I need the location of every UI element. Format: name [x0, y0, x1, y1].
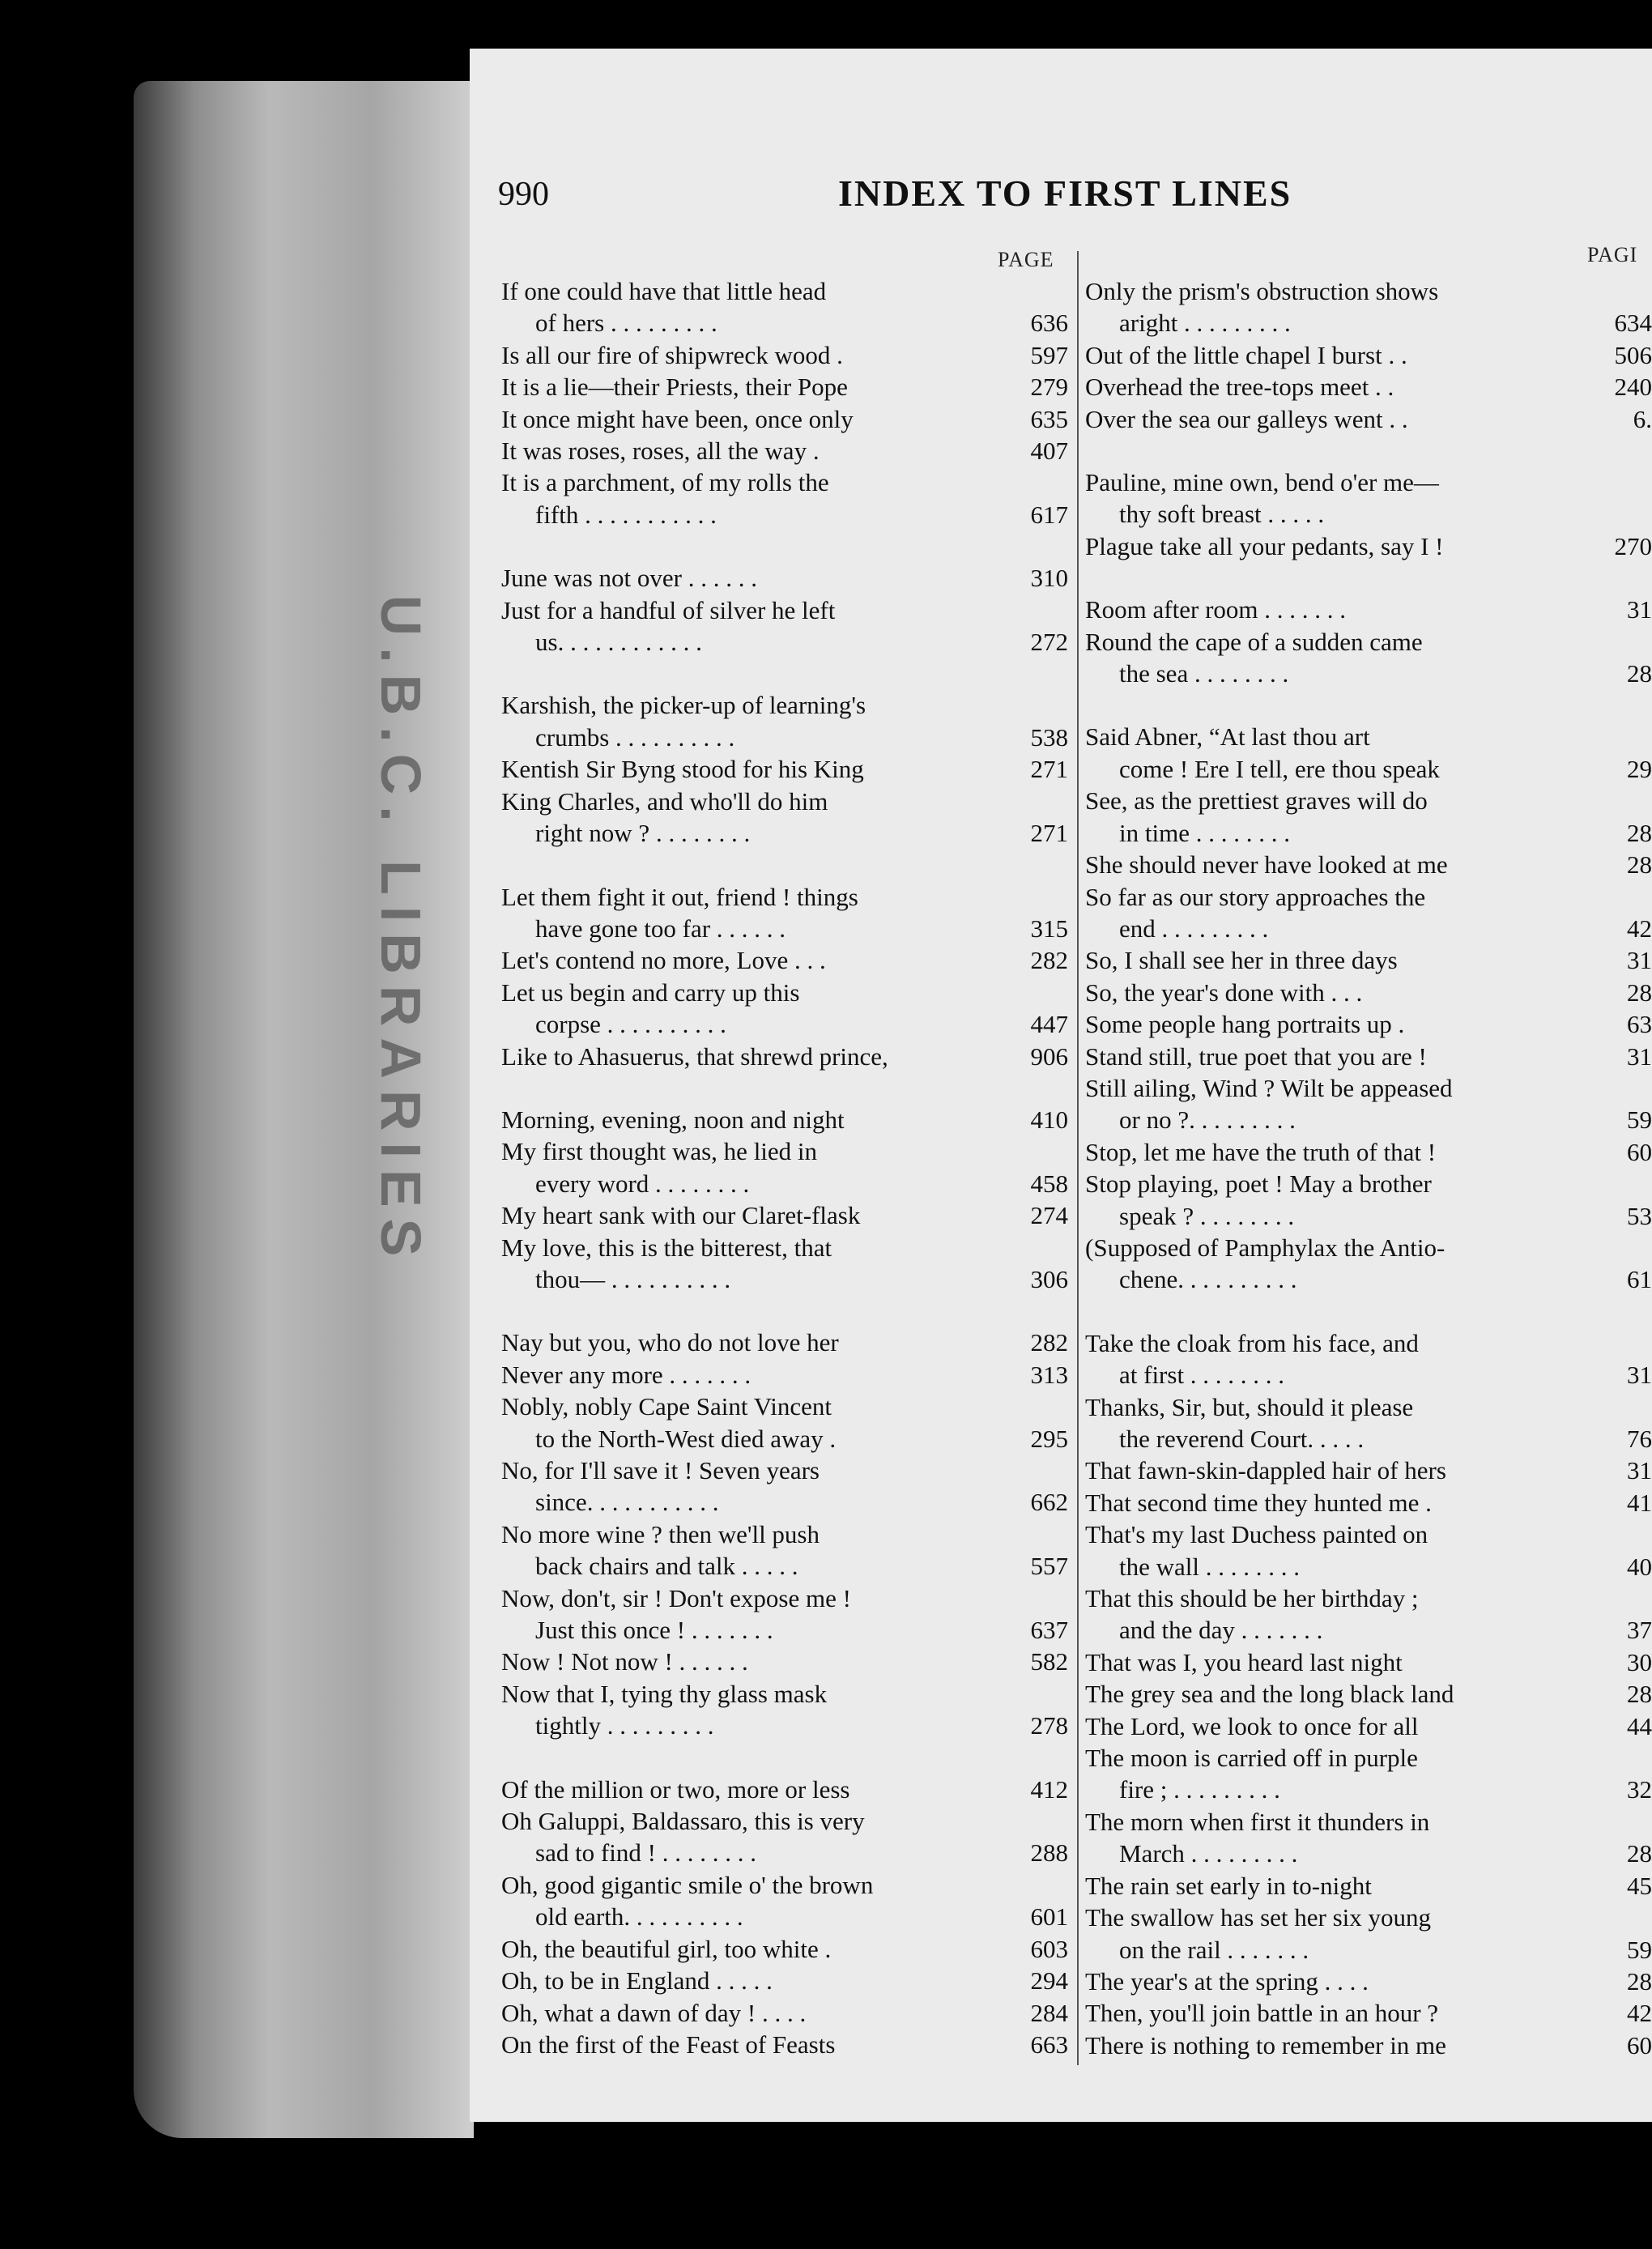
entry-first-line: If one could have that little head [501, 277, 827, 305]
entry-page-number: 59 [1627, 1935, 1652, 1964]
entry-first-line: That's my last Duchess painted on [1085, 1520, 1428, 1549]
entry-first-line: Oh, to be in England . . . . . [501, 1966, 773, 1996]
entry-first-line: Now ! Not now ! . . . . . . [501, 1647, 748, 1676]
entry-page-number: 663 [1030, 2030, 1068, 2059]
entry-first-line: Room after room . . . . . . . [1085, 595, 1347, 624]
entry-first-line: Stop, let me have the truth of that ! [1085, 1137, 1437, 1166]
entry-first-line: Oh, the beautiful girl, too white . [501, 1934, 832, 1963]
index-entry [1085, 977, 1652, 1008]
index-entry [501, 2029, 1068, 2060]
entry-continuation-line: March . . . . . . . . . [1119, 1839, 1298, 1868]
entry-page-number: 597 [1030, 340, 1068, 369]
entry-page-number: 634 [1614, 309, 1652, 338]
entry-continuation-line: have gone too far . . . . . . [535, 914, 786, 943]
entry-page-number: 40 [1627, 1552, 1652, 1581]
entry-first-line: Then, you'll join battle in an hour ? [1085, 1999, 1439, 2028]
entry-page-number: 447 [1030, 1010, 1068, 1039]
index-entry [501, 403, 1068, 435]
entry-first-line: Only the prism's obstruction shows [1085, 277, 1439, 305]
index-entry [501, 1774, 1068, 1805]
entry-first-line: That this should be her birthday ; [1085, 1584, 1419, 1613]
entry-first-line: The moon is carried off in purple [1085, 1744, 1418, 1773]
index-entry [501, 753, 1068, 785]
entry-first-line: Stand still, true poet that you are ! [1085, 1041, 1427, 1071]
index-entry [501, 1455, 1068, 1519]
entry-first-line: That was I, you heard last night [1085, 1647, 1403, 1676]
entry-first-line: It once might have been, once only [501, 404, 854, 433]
index-entry [1085, 626, 1652, 690]
entry-continuation-line: end . . . . . . . . . [1119, 914, 1269, 943]
index-entry [1085, 1136, 1652, 1168]
entry-first-line: See, as the prettiest graves will do [1085, 786, 1428, 816]
entry-continuation-line: of hers . . . . . . . . . [535, 309, 717, 338]
entry-first-line: Pauline, mine own, bend o'er me— [1085, 468, 1439, 497]
index-entry [1085, 1008, 1652, 1040]
index-entry [501, 944, 1068, 976]
entry-first-line: So far as our story approaches the [1085, 882, 1426, 911]
index-entry [501, 1869, 1068, 1933]
entry-page-number: 32 [1627, 1775, 1652, 1804]
index-entry [501, 1232, 1068, 1296]
entry-page-number: 61 [1627, 1265, 1652, 1294]
entry-continuation-line: the sea . . . . . . . . [1119, 659, 1289, 688]
index-entry [501, 1678, 1068, 1742]
index-entry [501, 1965, 1068, 1996]
entry-page-number: 28 [1627, 1966, 1652, 1996]
entry-page-number: 240 [1614, 373, 1652, 402]
entry-first-line: My first thought was, he lied in [501, 1137, 818, 1166]
entry-first-line: The swallow has set her six young [1085, 1903, 1432, 1932]
entry-continuation-line: us. . . . . . . . . . . . [535, 628, 702, 657]
entry-page-number: 635 [1030, 404, 1068, 433]
entry-page-number: 28 [1627, 1839, 1652, 1868]
entry-page-number: 29 [1627, 754, 1652, 783]
index-entry [501, 466, 1068, 530]
entry-page-number: 637 [1030, 1616, 1068, 1645]
entry-page-number: 31 [1627, 1361, 1652, 1390]
entry-first-line: Let us begin and carry up this [501, 978, 800, 1007]
entry-page-number: 60 [1627, 1137, 1652, 1166]
entry-first-line: No, for I'll save it ! Seven years [501, 1456, 820, 1484]
index-entry [1085, 1327, 1652, 1391]
entry-continuation-line: thou— . . . . . . . . . . [535, 1264, 731, 1293]
entry-first-line: June was not over . . . . . . [501, 564, 757, 593]
entry-continuation-line: and the day . . . . . . . [1119, 1616, 1323, 1645]
entry-continuation-line: at first . . . . . . . . [1119, 1361, 1285, 1390]
entry-first-line: It is a lie—their Priests, their Pope [501, 373, 848, 402]
index-entry [1085, 1582, 1652, 1646]
entry-page-number: 603 [1030, 1934, 1068, 1963]
entry-page-number: 458 [1030, 1169, 1068, 1198]
index-column-left [501, 275, 1068, 2060]
index-entry [1085, 1391, 1652, 1455]
entry-first-line: Let's contend no more, Love . . . [501, 946, 826, 975]
entry-page-number: 410 [1030, 1105, 1068, 1134]
entry-page-number: 41 [1627, 1488, 1652, 1517]
entry-continuation-line: right now ? . . . . . . . . [535, 819, 751, 848]
index-entry [501, 562, 1068, 594]
entry-page-number: 278 [1030, 1711, 1068, 1740]
entry-first-line: Just for a handful of silver he left [501, 595, 836, 624]
entry-continuation-line: thy soft breast . . . . . [1119, 500, 1325, 529]
entry-continuation-line: aright . . . . . . . . . [1119, 309, 1291, 338]
entry-continuation-line: old earth. . . . . . . . . . [535, 1902, 743, 1932]
entry-page-number: 288 [1030, 1838, 1068, 1868]
entry-first-line: Overhead the tree-tops meet . . [1085, 373, 1394, 402]
entry-page-number: 37 [1627, 1616, 1652, 1645]
entry-page-number: 271 [1030, 819, 1068, 848]
index-entry [1085, 849, 1652, 880]
entry-continuation-line: in time . . . . . . . . [1119, 818, 1290, 847]
entry-first-line: Now that I, tying thy glass mask [501, 1679, 828, 1708]
entry-continuation-line: on the rail . . . . . . . [1119, 1935, 1309, 1964]
entry-continuation-line: Just this once ! . . . . . . . [535, 1616, 773, 1645]
index-entry [1085, 1742, 1652, 1806]
index-entry [501, 1135, 1068, 1199]
index-entry [1085, 466, 1652, 530]
entry-first-line: Nobly, nobly Cape Saint Vincent [501, 1392, 832, 1421]
entry-continuation-line: come ! Ere I tell, ere thou speak [1119, 754, 1440, 783]
column-divider [1077, 251, 1079, 2065]
entry-page-number: 282 [1030, 1328, 1068, 1357]
index-entry [1085, 339, 1652, 371]
entry-page-number: 28 [1627, 850, 1652, 880]
entry-first-line: No more wine ? then we'll push [501, 1519, 820, 1548]
entry-first-line: It is a parchment, of my rolls the [501, 468, 829, 497]
index-entry [1085, 2030, 1652, 2061]
index-entry [501, 1041, 1068, 1072]
index-entry [1085, 1232, 1652, 1296]
entry-first-line: Out of the little chapel I burst . . [1085, 340, 1407, 369]
index-entry [501, 1997, 1068, 2029]
entry-first-line: The year's at the spring . . . . [1085, 1966, 1369, 1996]
index-entry [1085, 594, 1652, 625]
entry-page-number: 31 [1627, 1456, 1652, 1485]
entry-page-number: 31 [1627, 946, 1652, 975]
index-entry [501, 1391, 1068, 1455]
entry-first-line: Over the sea our galleys went . . [1085, 404, 1408, 433]
entry-page-number: 295 [1030, 1424, 1068, 1453]
entry-page-number: 313 [1030, 1360, 1068, 1389]
entry-page-number: 60 [1627, 2030, 1652, 2059]
entry-page-number: 310 [1030, 564, 1068, 593]
index-entry [1085, 371, 1652, 403]
index-entry [501, 689, 1068, 753]
entry-continuation-line: corpse . . . . . . . . . . [535, 1010, 726, 1039]
index-entry [1085, 1678, 1652, 1710]
entry-page-number: 63 [1627, 1010, 1652, 1039]
entry-first-line: Some people hang portraits up . [1085, 1010, 1405, 1039]
entry-page-number: 412 [1030, 1774, 1068, 1804]
index-entry [1085, 1646, 1652, 1678]
entry-page-number: 59 [1627, 1105, 1652, 1135]
entry-continuation-line: or no ?. . . . . . . . . [1119, 1105, 1296, 1135]
index-entry [501, 1519, 1068, 1582]
index-entry [1085, 1487, 1652, 1519]
index-entry [501, 1805, 1068, 1869]
page-column-label-right: PAGI [1587, 243, 1638, 266]
entry-page-number: 306 [1030, 1264, 1068, 1293]
index-entry [1085, 530, 1652, 562]
book-page-edges [134, 81, 474, 2138]
index-entry [501, 1582, 1068, 1646]
index-entry [501, 339, 1068, 371]
entry-first-line: Morning, evening, noon and night [501, 1105, 845, 1134]
entry-page-number: 315 [1030, 914, 1068, 943]
entry-first-line: The Lord, we look to once for all [1085, 1711, 1419, 1740]
index-entry [1085, 1966, 1652, 1997]
entry-first-line: Like to Ahasuerus, that shrewd prince, [501, 1041, 888, 1071]
entry-first-line: The morn when first it thunders in [1085, 1807, 1430, 1836]
entry-page-number: 506 [1614, 340, 1652, 369]
index-entry [501, 371, 1068, 403]
entry-page-number: 28 [1627, 978, 1652, 1007]
entry-first-line: Let them fight it out, friend ! things [501, 882, 858, 911]
entry-page-number: 279 [1030, 373, 1068, 402]
entry-page-number: 636 [1030, 309, 1068, 338]
entry-continuation-line: since. . . . . . . . . . . [535, 1488, 719, 1517]
index-entry [1085, 1902, 1652, 1966]
entry-first-line: The rain set early in to-night [1085, 1871, 1372, 1900]
entry-page-number: 662 [1030, 1488, 1068, 1517]
page-column-label-left: PAGE [998, 248, 1054, 271]
entry-page-number: 601 [1030, 1902, 1068, 1932]
entry-page-number: 582 [1030, 1647, 1068, 1676]
index-entry [1085, 1519, 1652, 1582]
entry-page-number: 271 [1030, 755, 1068, 784]
entry-continuation-line: sad to find ! . . . . . . . . [535, 1838, 756, 1868]
index-entry [1085, 1997, 1652, 2029]
entry-page-number: 6. [1633, 404, 1652, 433]
entry-first-line: (Supposed of Pamphylax the Antio- [1085, 1233, 1446, 1262]
index-entry [1085, 1870, 1652, 1902]
entry-page-number: 617 [1030, 500, 1068, 529]
entry-first-line: Thanks, Sir, but, should it please [1085, 1392, 1414, 1421]
index-entry [501, 1327, 1068, 1358]
entry-first-line: My heart sank with our Claret-flask [501, 1201, 861, 1230]
entry-first-line: Oh Galuppi, Baldassaro, this is very [501, 1807, 865, 1836]
page-title: INDEX TO FIRST LINES [838, 173, 1292, 214]
index-column-right [1085, 275, 1652, 2061]
entry-page-number: 45 [1627, 1871, 1652, 1900]
entry-page-number: 28 [1627, 659, 1652, 688]
entry-page-number: 28 [1627, 818, 1652, 847]
entry-page-number: 557 [1030, 1552, 1068, 1581]
entry-first-line: There is nothing to remember in me [1085, 2030, 1446, 2059]
entry-first-line: King Charles, and who'll do him [501, 786, 828, 816]
index-entry [1085, 1072, 1652, 1136]
entry-page-number: 30 [1627, 1647, 1652, 1676]
index-entry [1085, 1168, 1652, 1232]
entry-page-number: 53 [1627, 1201, 1652, 1230]
index-entry [1085, 944, 1652, 976]
entry-first-line: It was roses, roses, all the way . [501, 437, 820, 466]
index-entry [1085, 1041, 1652, 1072]
entry-continuation-line: fire ; . . . . . . . . . [1119, 1775, 1280, 1804]
entry-first-line: The grey sea and the long black land [1085, 1680, 1454, 1709]
entry-first-line: So, I shall see her in three days [1085, 946, 1398, 975]
index-entry [501, 1199, 1068, 1231]
entry-page-number: 906 [1030, 1041, 1068, 1071]
index-entry [1085, 721, 1652, 785]
index-entry [1085, 1455, 1652, 1486]
entry-page-number: 31 [1627, 1041, 1652, 1071]
entry-page-number: 272 [1030, 628, 1068, 657]
page-number: 990 [498, 176, 549, 213]
entry-page-number: 76 [1627, 1425, 1652, 1453]
entry-first-line: Said Abner, “At last thou art [1085, 722, 1370, 752]
entry-page-number: 28 [1627, 1680, 1652, 1709]
index-entry [1085, 881, 1652, 945]
entry-page-number: 274 [1030, 1201, 1068, 1230]
index-entry [1085, 1710, 1652, 1742]
entry-continuation-line: crumbs . . . . . . . . . . [535, 722, 735, 752]
index-entry [501, 1359, 1068, 1391]
entry-first-line: Kentish Sir Byng stood for his King [501, 755, 864, 784]
index-entry [1085, 1806, 1652, 1870]
entry-page-number: 270 [1614, 531, 1652, 560]
entry-continuation-line: fifth . . . . . . . . . . . [535, 500, 717, 529]
entry-page-number: 42 [1627, 914, 1652, 943]
entry-page-number: 31 [1627, 595, 1652, 624]
entry-continuation-line: tightly . . . . . . . . . [535, 1711, 714, 1740]
index-entry [501, 435, 1068, 466]
entry-continuation-line: back chairs and talk . . . . . [535, 1552, 798, 1581]
index-entry [1085, 785, 1652, 849]
entry-page-number: 42 [1627, 1999, 1652, 2028]
index-entry [1085, 403, 1652, 435]
library-stamp: U.B.C. LIBRARIES [369, 594, 432, 1268]
entry-first-line: Stop playing, poet ! May a brother [1085, 1169, 1432, 1199]
index-entry [501, 1104, 1068, 1135]
entry-continuation-line: speak ? . . . . . . . . [1119, 1201, 1295, 1230]
index-entry [501, 786, 1068, 850]
entry-first-line: Oh, good gigantic smile o' the brown [501, 1870, 874, 1899]
entry-continuation-line: chene. . . . . . . . . . [1119, 1265, 1297, 1294]
entry-first-line: So, the year's done with . . . [1085, 978, 1363, 1007]
index-entry [501, 1646, 1068, 1677]
entry-first-line: Is all our fire of shipwreck wood . [501, 340, 843, 369]
entry-page-number: 407 [1030, 437, 1068, 466]
entry-first-line: Nay but you, who do not love her [501, 1328, 839, 1357]
entry-continuation-line: the wall . . . . . . . . [1119, 1552, 1300, 1581]
entry-first-line: That fawn-skin-dappled hair of hers [1085, 1456, 1446, 1485]
entry-first-line: Take the cloak from his face, and [1085, 1328, 1419, 1357]
entry-first-line: She should never have looked at me [1085, 850, 1448, 880]
index-entry [501, 275, 1068, 339]
index-entry [501, 977, 1068, 1041]
entry-page-number: 282 [1030, 946, 1068, 975]
index-entry [501, 594, 1068, 658]
entry-page-number: 44 [1627, 1711, 1652, 1740]
entry-first-line: Plague take all your pedants, say I ! [1085, 531, 1444, 560]
index-entry [1085, 275, 1652, 339]
entry-first-line: My love, this is the bitterest, that [501, 1233, 832, 1262]
entry-first-line: Karshish, the picker-up of learning's [501, 691, 866, 720]
entry-continuation-line: every word . . . . . . . . [535, 1169, 750, 1198]
entry-first-line: Oh, what a dawn of day ! . . . . [501, 1998, 807, 2027]
index-entry [501, 1933, 1068, 1965]
entry-first-line: Now, don't, sir ! Don't expose me ! [501, 1583, 851, 1612]
entry-first-line: Round the cape of a sudden came [1085, 627, 1423, 656]
entry-first-line: Of the million or two, more or less [501, 1774, 850, 1804]
entry-page-number: 284 [1030, 1998, 1068, 2027]
entry-first-line: Never any more . . . . . . . [501, 1360, 751, 1389]
entry-continuation-line: the reverend Court. . . . . [1119, 1425, 1365, 1453]
entry-continuation-line: to the North-West died away . [535, 1424, 837, 1453]
entry-page-number: 538 [1030, 722, 1068, 752]
index-entry [501, 881, 1068, 945]
entry-first-line: That second time they hunted me . [1085, 1488, 1432, 1517]
entry-page-number: 294 [1030, 1966, 1068, 1996]
entry-first-line: Still ailing, Wind ? Wilt be appeased [1085, 1073, 1453, 1102]
entry-first-line: On the first of the Feast of Feasts [501, 2030, 836, 2059]
